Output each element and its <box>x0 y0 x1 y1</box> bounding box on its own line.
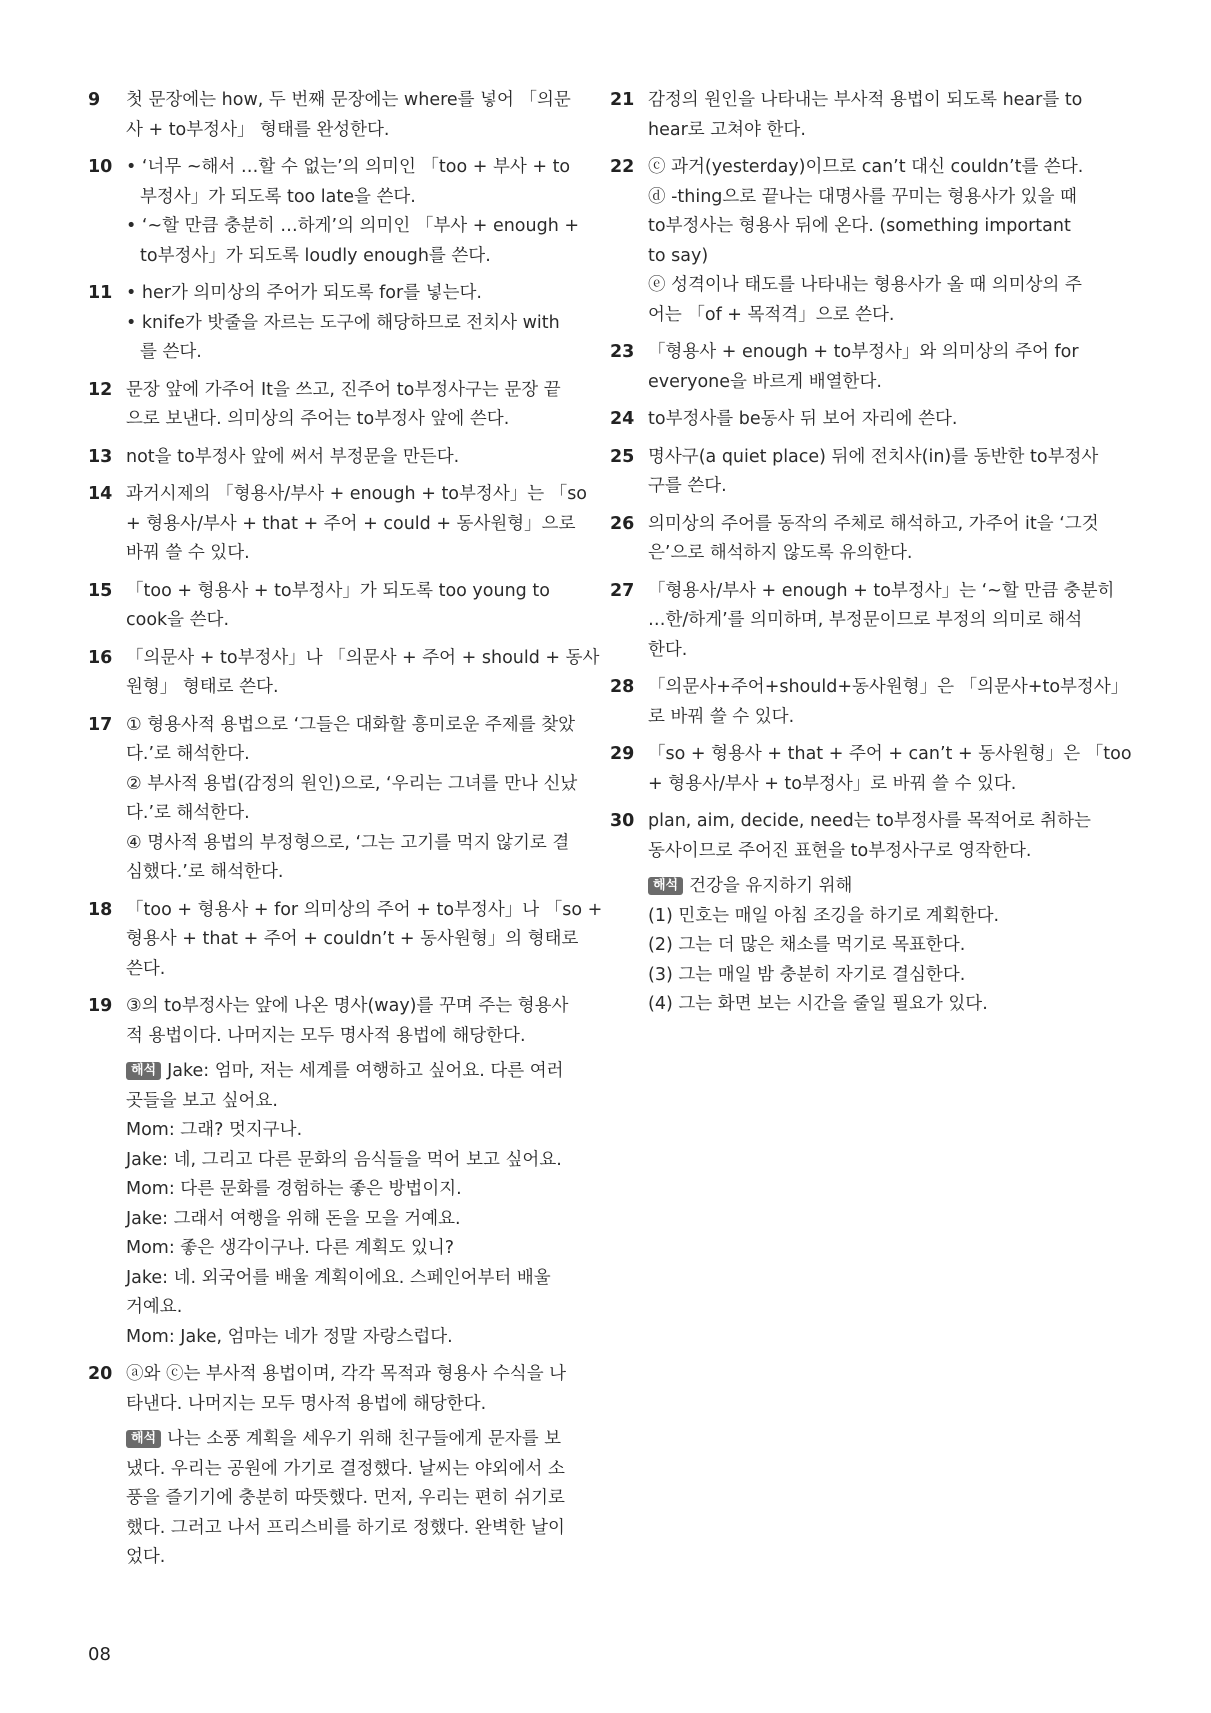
answer-item <box>610 577 1115 666</box>
explanation-line: to부정사는 형용사 뒤에 온다. (something important <box>648 216 1071 236</box>
explanation-line: 를 쓴다. <box>140 342 202 362</box>
item-number: 29 <box>610 744 635 764</box>
explanation-line: ⓐ와 ⓒ는 부사적 용법이며, 각각 목적과 형용사 수식을 나 <box>126 1364 567 1384</box>
explanation-line: 「의문사+주어+should+동사원형」은 「의문사+to부정사」 <box>648 677 1129 697</box>
explanation-line: 으로 보낸다. 의미상의 주어는 to부정사 앞에 쓴다. <box>126 409 510 429</box>
item-number: 28 <box>610 677 635 697</box>
translation-text: Jake: 엄마, 저는 세계를 여행하고 싶어요. 다른 여러 <box>167 1061 564 1081</box>
explanation-line: 로 바꿔 쓸 수 있다. <box>648 706 795 727</box>
answer-item <box>88 992 569 1352</box>
translation-line: Mom: 다른 문화를 경험하는 좋은 방법이지. <box>126 1179 462 1199</box>
answer-item <box>88 376 561 435</box>
translation-line: 풍을 즐기기에 충분히 따뜻했다. 먼저, 우리는 편히 쉬기로 <box>126 1488 565 1508</box>
translation-line: 했다. 그러고 나서 프리스비를 하기로 정했다. 완벽한 날이 <box>126 1517 565 1538</box>
explanation-line: ⓔ 성격이나 태도를 나타내는 형용사가 올 때 의미상의 주 <box>648 275 1082 295</box>
answer-item <box>88 644 600 703</box>
explanation-line: 첫 문장에는 how, 두 번째 문장에는 where를 넣어 「의문 <box>126 90 571 110</box>
translation-note <box>126 1057 564 1352</box>
translation-line: Jake: 네. 외국어를 배울 계획이에요. 스페인어부터 배울 <box>126 1267 551 1288</box>
explanation-line: 「형용사/부사 + enough + to부정사」는 ‘~할 만큼 충분히 <box>648 580 1115 601</box>
answer-item <box>610 740 1132 799</box>
translation-line: (4) 그는 화면 보는 시간을 줄일 필요가 있다. <box>648 994 988 1014</box>
explanation-line: • ‘너무 ~해서 …할 수 없는’의 의미인 「too + 부사 + to <box>126 157 571 177</box>
item-number: 12 <box>88 379 113 400</box>
answer-item <box>88 153 580 271</box>
explanation-line: ⓓ -thing으로 끝나는 대명사를 꾸미는 형용사가 있을 때 <box>648 186 1077 207</box>
translation-text: 나는 소풍 계획을 세우기 위해 친구들에게 문자를 보 <box>167 1429 562 1449</box>
answer-item <box>610 153 1084 330</box>
translation-badge: 해석 <box>648 877 683 895</box>
item-number: 13 <box>88 446 113 467</box>
explanation-line: 다.’로 해석한다. <box>126 744 250 764</box>
answer-item <box>610 86 1083 145</box>
translation-badge: 해석 <box>126 1062 161 1080</box>
translation-note <box>126 1425 565 1573</box>
translation-line: Mom: 그래? 멋지구나. <box>126 1120 303 1140</box>
explanation-line: …한/하게’를 의미하며, 부정문이므로 부정의 의미로 해석 <box>648 610 1083 630</box>
answer-item <box>88 480 588 569</box>
translation-text: 건강을 유지하기 위해 <box>689 876 853 896</box>
answer-item <box>610 673 1129 732</box>
translation-line <box>126 1057 564 1087</box>
explanation-line: 문장 앞에 가주어 It을 쓰고, 진주어 to부정사구는 문장 끝 <box>126 379 561 400</box>
answer-item <box>88 443 548 473</box>
explanation-line: ⓒ 과거(yesterday)이므로 can’t 대신 couldn’t를 쓴다. <box>648 157 1084 177</box>
explanation-line: 「so + 형용사 + that + 주어 + can’t + 동사원형」은 「too <box>648 744 1132 764</box>
explanation-line: 타낸다. 나머지는 모두 명사적 용법에 해당한다. <box>126 1393 487 1414</box>
item-number: 19 <box>88 996 113 1016</box>
explanation-line: 쓴다. <box>126 958 166 979</box>
item-number: 16 <box>88 647 113 668</box>
answer-item <box>88 86 571 145</box>
item-number: 27 <box>610 580 635 601</box>
explanation-line: ② 부사적 용법(감정의 원인)으로, ‘우리는 그녀를 만나 신났 <box>126 773 578 794</box>
explanation-line: 형용사 + that + 주어 + couldn’t + 동사원형」의 형태로 <box>126 929 579 949</box>
explanation-line: hear로 고쳐야 한다. <box>648 119 806 140</box>
explanation-line: plan, aim, decide, need는 to부정사를 목적어로 취하는 <box>648 811 1091 831</box>
explanation-line: 「형용사 + enough + to부정사」와 의미상의 주어 for <box>648 342 1079 362</box>
explanation-line: • knife가 밧줄을 자르는 도구에 해당하므로 전치사 with <box>126 312 560 333</box>
explanation-line: 「too + 형용사 + for 의미상의 주어 + to부정사」나 「so + <box>126 899 603 920</box>
explanation-line: to부정사를 be동사 뒤 보어 자리에 쓴다. <box>648 409 958 429</box>
explanation-line: 감정의 원인을 나타내는 부사적 용법이 되도록 hear를 to <box>648 90 1083 110</box>
explanation-line: 부정사」가 되도록 too late을 쓴다. <box>140 186 416 207</box>
translation-line: (1) 민호는 매일 아침 조깅을 하기로 계획한다. <box>648 905 1000 926</box>
explanation-line: + 형용사/부사 + to부정사」로 바꿔 쓸 수 있다. <box>648 773 1017 794</box>
translation-line: Mom: 좋은 생각이구나. 다른 계획도 있니? <box>126 1238 455 1258</box>
explanation-line: not을 to부정사 앞에 써서 부정문을 만든다. <box>126 446 460 467</box>
explanation-line: + 형용사/부사 + that + 주어 + could + 동사원형」으로 <box>126 513 576 534</box>
explanation-line: 구를 쓴다. <box>648 476 727 496</box>
explanation-line: everyone을 바르게 배열한다. <box>648 371 882 392</box>
item-number: 18 <box>88 899 113 920</box>
item-number: 26 <box>610 513 635 534</box>
explanation-line: to say) <box>648 245 709 266</box>
page-number: 08 <box>88 1644 111 1665</box>
translation-line <box>648 872 1080 902</box>
explanation-line: 명사구(a quiet place) 뒤에 전치사(in)를 동반한 to부정사 <box>648 446 1099 467</box>
explanation-line: ④ 명사적 용법의 부정형으로, ‘그는 고기를 먹지 않기로 결 <box>126 832 570 853</box>
translation-line: (3) 그는 매일 밤 충분히 자기로 결심한다. <box>648 964 966 985</box>
translation-line <box>126 1425 562 1455</box>
translation-line: Mom: Jake, 엄마는 네가 정말 자랑스럽다. <box>126 1326 453 1347</box>
explanation-line: to부정사」가 되도록 loudly enough를 쓴다. <box>140 245 491 266</box>
translation-line: (2) 그는 더 많은 채소를 먹기로 목표한다. <box>648 935 966 955</box>
explanation-line: 동사이므로 주어진 표현을 to부정사구로 영작한다. <box>648 840 1032 861</box>
translation-line: 곳들을 보고 싶어요. <box>126 1090 278 1111</box>
explanation-line: ③의 to부정사는 앞에 나온 명사(way)를 꾸며 주는 형용사 <box>126 996 569 1016</box>
translation-line: 었다. <box>126 1547 166 1567</box>
explanation-line: 사 + to부정사」 형태를 완성한다. <box>126 119 390 140</box>
translation-note <box>648 872 1080 1020</box>
item-number: 10 <box>88 157 113 177</box>
answer-item <box>88 896 603 985</box>
translation-line: 냈다. 우리는 공원에 가기로 결정했다. 날씨는 야외에서 소 <box>126 1458 565 1479</box>
answer-item <box>610 443 1099 502</box>
left-column <box>88 86 603 1581</box>
item-number: 11 <box>88 283 113 303</box>
explanation-line: 의미상의 주어를 동작의 주체로 해석하고, 가주어 it을 ‘그것 <box>648 513 1099 534</box>
explanation-line: 과거시제의 「형용사/부사 + enough + to부정사」는 「so <box>126 484 588 504</box>
explanation-line: 적 용법이다. 나머지는 모두 명사적 용법에 해당한다. <box>126 1025 526 1046</box>
explanation-line: 심했다.’로 해석한다. <box>126 862 284 882</box>
answer-item <box>610 807 1091 1020</box>
item-number: 17 <box>88 714 113 735</box>
translation-line: Jake: 네, 그리고 다른 문화의 음식들을 먹어 보고 싶어요. <box>126 1149 562 1170</box>
explanation-line: • ‘~할 만큼 충분히 …하게’의 의미인 「부사 + enough + <box>126 216 580 236</box>
answer-item <box>610 338 1080 397</box>
explanation-line: 원형」 형태로 쓴다. <box>126 677 279 697</box>
explanation-line: 바꿔 쓸 수 있다. <box>126 543 250 563</box>
translation-badge: 해석 <box>126 1430 161 1448</box>
explanation-line: ① 형용사적 용법으로 ‘그들은 대화할 흥미로운 주제를 찾았 <box>126 714 576 735</box>
translation-line: Jake: 그래서 여행을 위해 돈을 모을 거예요. <box>126 1208 461 1229</box>
item-number: 9 <box>88 90 101 110</box>
answer-item <box>88 1360 567 1573</box>
explanation-line: 한다. <box>648 639 688 660</box>
explanation-line: 「의문사 + to부정사」나 「의문사 + 주어 + should + 동사 <box>126 647 600 668</box>
right-column <box>610 86 1132 1028</box>
answer-item <box>88 577 548 636</box>
item-number: 21 <box>610 90 635 110</box>
explanation-line: 「too + 형용사 + to부정사」가 되도록 too young to <box>126 580 550 601</box>
answer-item <box>88 279 560 368</box>
translation-line: 거예요. <box>126 1297 183 1317</box>
item-number: 15 <box>88 580 113 601</box>
explanation-line: 어는 「of + 목적격」으로 쓴다. <box>648 304 895 325</box>
item-number: 20 <box>88 1364 113 1384</box>
item-number: 30 <box>610 811 635 831</box>
item-number: 24 <box>610 409 635 429</box>
item-number: 25 <box>610 446 635 467</box>
explanation-line: 다.’로 해석한다. <box>126 803 250 823</box>
explanation-line: • her가 의미상의 주어가 되도록 for를 넣는다. <box>126 283 482 303</box>
answer-item <box>610 510 1099 569</box>
answer-item <box>610 405 1080 435</box>
answer-item <box>88 711 578 888</box>
item-number: 23 <box>610 342 635 362</box>
explanation-line: cook을 쓴다. <box>126 610 230 630</box>
item-number: 14 <box>88 484 113 504</box>
item-number: 22 <box>610 157 635 177</box>
explanation-line: 은’으로 해석하지 않도록 유의한다. <box>648 543 913 563</box>
